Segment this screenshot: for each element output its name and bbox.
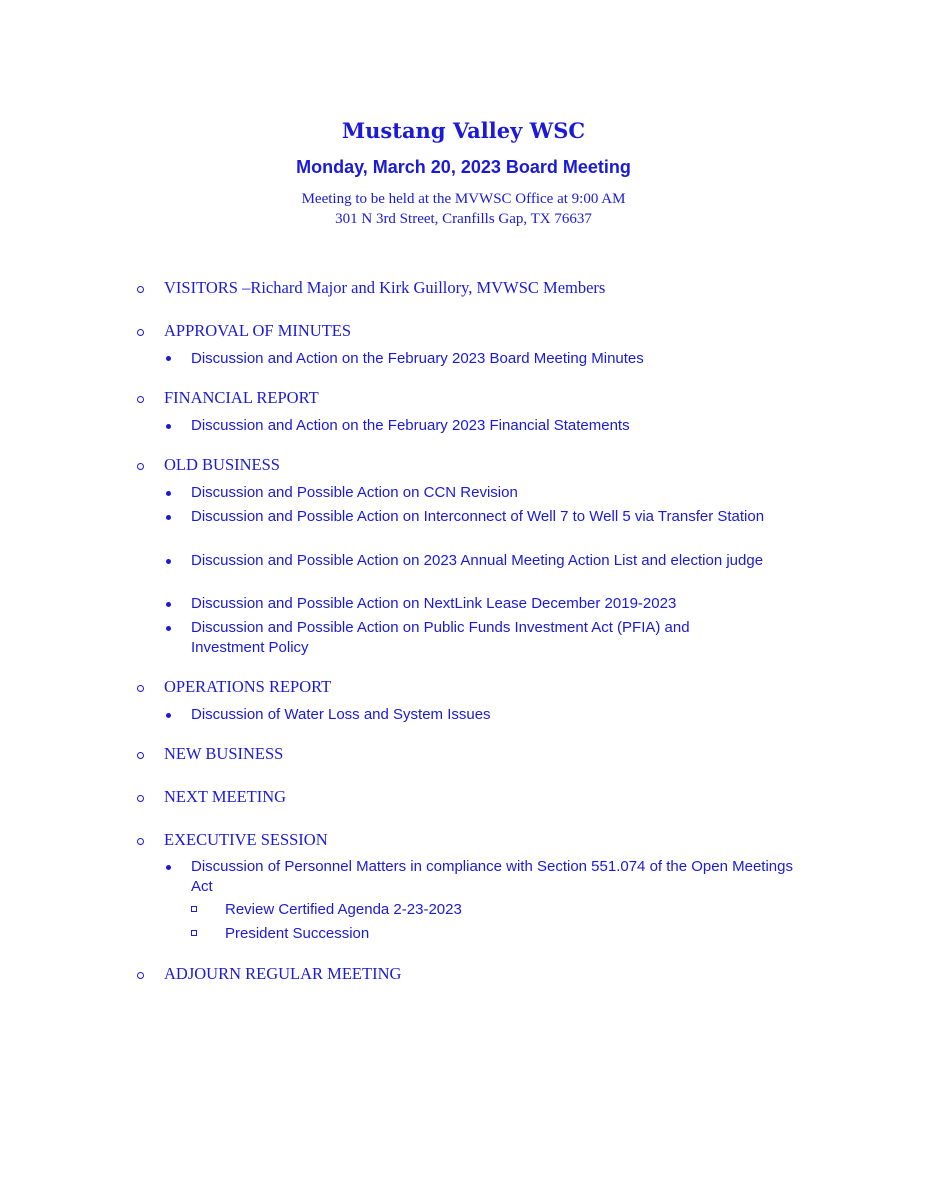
section-bullet-icon: [137, 329, 144, 336]
item-bullet-icon: [166, 424, 171, 429]
agenda-subitem: Review Certified Agenda 2-23-2023: [225, 901, 462, 918]
section-new-business: NEW BUSINESS: [164, 744, 284, 763]
item-bullet-icon: [166, 515, 171, 520]
agenda-item: Discussion and Possible Action on Public Funds Investment Act (PFIA) and Investment Policy: [191, 619, 690, 656]
item-bullet-icon: [166, 602, 171, 607]
item-bullet-icon: [166, 626, 171, 631]
meeting-location-line-2: 301 N 3rd Street, Cranfills Gap, TX 76637: [335, 211, 592, 227]
item-bullet-icon: [166, 491, 171, 496]
item-bullet-icon: [166, 713, 171, 718]
item-bullet-icon: [166, 559, 171, 564]
section-financial-report: FINANCIAL REPORT: [164, 388, 319, 407]
agenda-item: Discussion and Action on the February 2023 Financial Statements: [191, 417, 630, 434]
section-adjourn: ADJOURN REGULAR MEETING: [164, 964, 402, 983]
agenda-item: Discussion and Possible Action on CCN Revision: [191, 484, 518, 501]
section-bullet-icon: [137, 286, 144, 293]
section-bullet-icon: [137, 396, 144, 403]
section-bullet-icon: [137, 463, 144, 470]
agenda-item: Discussion and Action on the February 2023 Board Meeting Minutes: [191, 350, 644, 367]
section-bullet-icon: [137, 795, 144, 802]
agenda-subitem: President Succession: [225, 925, 370, 942]
meeting-location-line-1: Meeting to be held at the MVWSC Office at 9:00 AM: [301, 191, 626, 207]
agenda-item: Discussion and Possible Action on 2023 Annual Meeting Action List and election judge: [191, 552, 764, 569]
section-next-meeting: NEXT MEETING: [164, 787, 287, 806]
agenda-item: Discussion and Possible Action on Interconnect of Well 7 to Well 5 via Transfer Station: [191, 508, 765, 525]
section-bullet-icon: [137, 838, 144, 845]
square-bullet-icon: [191, 930, 197, 936]
section-visitors: VISITORS –Richard Major and Kirk Guillory, MVWSC Members: [164, 278, 606, 297]
section-executive-session: EXECUTIVE SESSION: [164, 830, 328, 849]
item-bullet-icon: [166, 356, 171, 361]
square-bullet-icon: [191, 906, 197, 912]
agenda-item: Discussion of Water Loss and System Issues: [191, 706, 491, 723]
page-title: Mustang Valley WSC: [341, 118, 586, 143]
section-bullet-icon: [137, 752, 144, 759]
agenda-item: Discussion of Personnel Matters in compliance with Section 551.074 of the Open Meetings Act: [191, 858, 793, 895]
section-bullet-icon: [137, 685, 144, 692]
item-bullet-icon: [166, 865, 171, 870]
section-approval-of-minutes: APPROVAL OF MINUTES: [164, 321, 352, 340]
section-bullet-icon: [137, 972, 144, 979]
agenda-item: Discussion and Possible Action on NextLink Lease December 2019-2023: [191, 595, 677, 612]
section-old-business: OLD BUSINESS: [164, 455, 280, 474]
meeting-date-heading: Monday, March 20, 2023 Board Meeting: [296, 157, 631, 177]
section-operations-report: OPERATIONS REPORT: [164, 677, 332, 696]
